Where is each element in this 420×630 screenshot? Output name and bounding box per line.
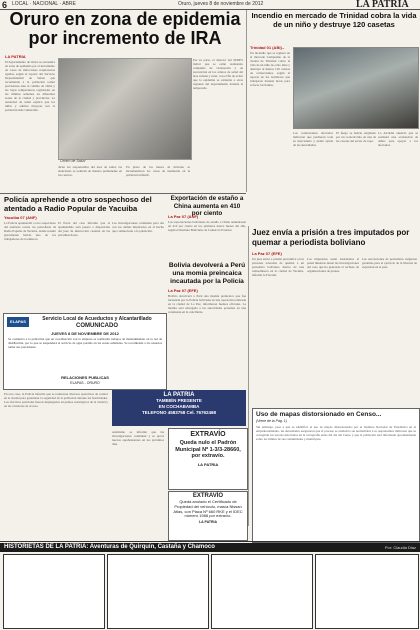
health-center-photo [58,58,192,160]
elapas-contact: ELAPAS - ORURO [70,381,100,385]
extravio-ad-2: EXTRAVÍO Queda anulado el Certificado de Propiedad del vehículo, marca Nissan Atlas, con Placa Nº 660 RKE y el IDEC número 1988 por extravío. LA PATRIA [168,491,248,541]
yacuiba-headline: Policía aprehende a otro sospechoso del atentado a Radio Popular de Yacuiba [4,195,152,213]
juez-kicker: La Paz 07 (EFE) [252,251,282,256]
comic-panel-4 [315,554,419,629]
extravio-ad-1: EXTRAVÍO Queda nulo el Padrón Municipal Nº 1-3/3-28660, por extravío. LA PATRIA [168,428,248,490]
peru-body: Bolivia devolverá a Perú una momia preincaica que fue incautada por la Policía boliviana en una operación realizada en la ciudad de La Paz, informaron fuentes oficiales. La momia será entregada a las autoridades peruanas en una ceremonia en la cancillería. [168,294,246,314]
main-story-col3: En plazo de los meses de invierno se incrementaron los casos de neumonía en la población infantil. [126,165,190,177]
comic-title-bar [0,543,420,552]
elapas-date: JUEVES 8 DE NOVIEMBRE DE 2012 [51,331,119,336]
juez-col3: Las asociaciones de periodistas exigieron garantías para el ejercicio de la libertad de expresión en el país. [362,257,417,269]
photo-caption: Centro de Salud [60,159,86,163]
peru-headline: Bolivia devolverá a Perú una momia preincaica incautada por la Policía [168,262,246,285]
fire-photo [293,47,419,129]
main-story-col4: Por su parte, el director del SEDES indicó que se están realizando campañas de vacunación y de prevención en los centros de salud del área urbana y rural, con el fin de evitar que la epidemia se extienda a otras regiones del departamento durante la temporada. [193,58,243,90]
elapas-title: Servicio Local de Acueductos y Alcantarillado [42,316,152,322]
patria-cochabamba-ad: LA PATRIA TAMBIÉN PRESENTE EN COCHABAMBA TELEFONO 4583758 Cel. 76762468 [112,390,246,426]
elapas-subtitle: COMUNICADO [76,323,118,329]
elapas-ad [3,313,167,390]
yacuiba-kicker: Yacuiba 07 (ANF) [4,215,37,220]
issue-date: Oruro, jueves 8 de noviembre de 2012 [178,1,264,7]
fire-col4: La Alcaldía anunció que se realizará una evaluación de daños para apoyar a los afectados. [378,131,418,147]
comic-panel-1 [3,554,105,629]
fire-col1: Un incendio que se registró en el mercado Campesino de la ciudad de Trinidad cobró la vida de un niño de ocho años y destruyó al menos 120 casetas de comerciantes, según el reporte de los bomberos que trabajaron durante horas para sofocar las llamas. [250,51,290,87]
comic-panel-2 [107,554,209,629]
china-kicker: La Paz 07 (ANF) [168,214,199,219]
elapas-body: Se comunica a la población que en coordinación con la empresa se realizarán trabajos de mantenimiento en la red de distribución, por lo que se suspenderá el servicio de agua potable en las zonas señaladas. Se recomienda a los usuarios tomar sus previsiones. [8,337,162,349]
yacuiba-col1: La Policía aprehendió a otro sospechoso del atentado contra los periodistas de Radio Popular de Yacuiba, donde resultó gravemente herido uno de los trabajadores de la emisora. [4,221,56,241]
fire-col2: Los comerciantes afectados indicaron que perdieron toda su mercadería y piden ayuda de las autoridades. [293,131,333,147]
main-headline: Oruro en zona de epidemia por incremento de IRA [9,9,241,48]
lower-left-text: En otro caso, la Policía informó que se realizaron diversos operativos de control en la ciudad para garantizar la seguridad de la población durante las festividades. Los efectivos policiales fueron desplegados en puntos estratégicos de la ciudad y en las carreteras de acceso. [4,392,108,408]
elapas-logo: ELAPAS [7,317,29,327]
census-box [252,408,420,543]
comic-title: HISTORIETAS DE LA PATRIA: Aventuras de Quirquín, Castaña y Chamoco [4,544,215,550]
section-label: LOCAL · NACIONAL · ABRE [12,1,76,7]
elapas-footer: RELACIONES PUBLICAS [61,375,109,380]
yacuiba-col2: El fiscal del caso informó que el aprehendido será puesto a disposición del juez de instrucción cautelar en las próximas horas. [58,221,110,237]
census-kicker: (Viene de la Pág. 1) [256,419,287,423]
main-story-col1: El departamento de Oruro se encuentra en zona de epidemia por el incremento de casos de infecciones respiratorias agudas, según el reporte del Servicio Departamental de Salud, que recomienda a la población tomar previsiones ante el cambio de clima y las bajas temperaturas registradas en las últimas semanas en diferentes zonas de la ciudad y provincias. La autoridad de salud explicó que los niños y adultos mayores son la población más vulnerable. [5,60,55,112]
juez-col2: Los imputados serán trasladados al penal mientras duren las investigaciones del caso que ha generado el rechazo de organizaciones de prensa. [307,257,359,273]
comic-panel-3 [211,554,313,629]
china-body: Las exportaciones bolivianas de estaño a China aumentaron en 410 por ciento en los primeros nueve meses del año, según el Instituto Boliviano de Comercio Exterior. [168,220,246,232]
juez-col1: Un juez envió a prisión preventiva a tres personas acusadas de quemar a un periodista boliviano dentro de una radioemisora en la ciudad de Yacuiba, informó la Fiscalía. [252,257,304,277]
main-story-col2: dicen los responsables del área de salud, las atenciones se realizan de manera permanente en los centros. [58,165,122,177]
fire-col3: El fuego se habría originado por un cortocircuito en una de las casetas del sector de ropa. [336,131,376,143]
lower-mid-text: Asimismo se informó que las investigaciones continúan y se prevé nuevas aprehensiones en los próximos días. [112,430,164,446]
fire-headline: Incendio en mercado de Trinidad cobra la vida de un niño y destruye 120 casetas [251,11,417,29]
page-number: 6 [2,0,8,10]
peru-kicker: La Paz 07 (EFE) [168,288,198,293]
masthead-brand: LA PATRIA [356,0,409,10]
yacuiba-col3: Las investigaciones continúan para dar con los demás implicados en el hecho que conmocionó a la población. [112,221,164,233]
china-headline: Exportación de estaño a China aumenta en 410 por ciento [170,195,244,217]
census-body: Sin embargo, pese a que se identificó el uso de mapas distorsionados por el Instituto Nacional de Estadística en el empadronamiento, las autoridades aseguraron que el proceso se realizará con normalidad. Los responsables indicaron que se corregirán los errores detectados en la cartografía antes del día del Censo y que la población será informada oportunamente sobre los límites de sus comunidades y municipios. [256,425,416,441]
comic-credit: Por: Claudia Diaz [384,545,416,550]
main-kicker: LA PATRIA [5,54,26,59]
census-headline: Uso de mapas distorsionado en Censo... [256,411,382,418]
fire-kicker: Trinidad 01 (ABI).- [250,45,285,50]
juez-headline: Juez envía a prisión a tres imputados por quemar a periodista boliviano [252,228,410,247]
